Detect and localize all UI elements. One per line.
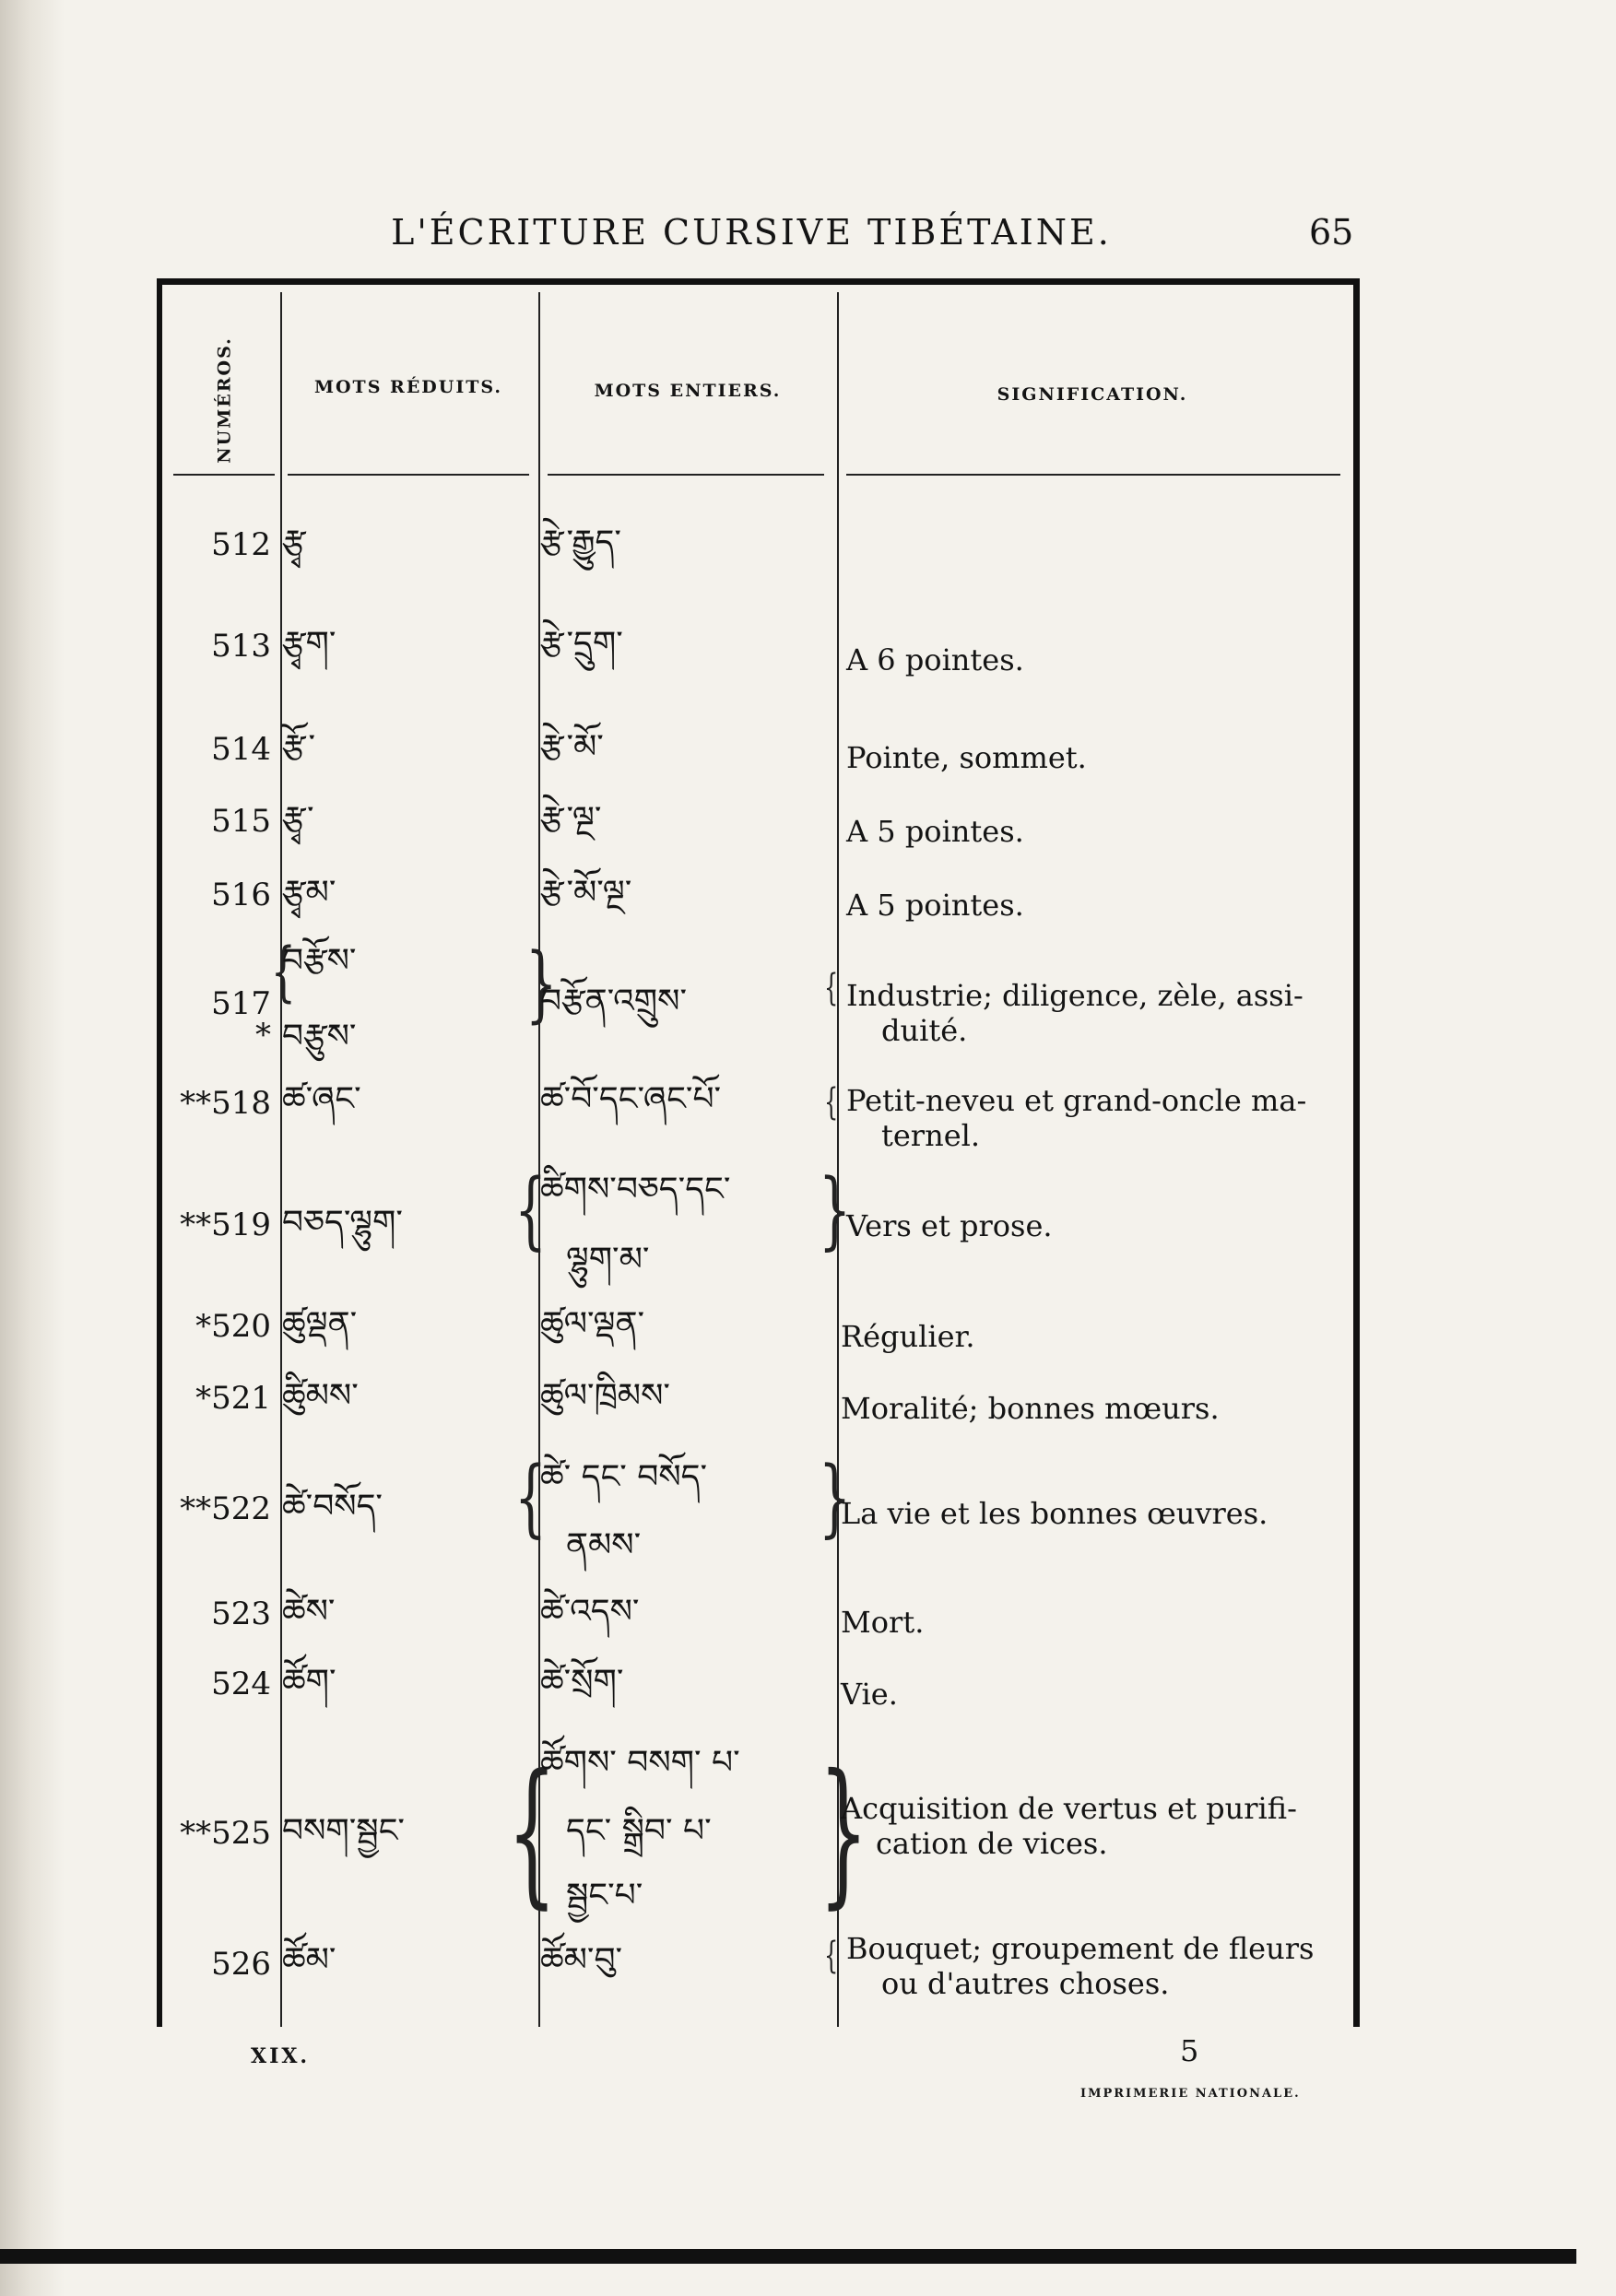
reduced-word: རྩོ་ <box>282 728 316 766</box>
meaning: Pointe, sommet. <box>846 740 1087 775</box>
entry-number: **519 <box>180 1207 271 1243</box>
full-word: ཚེ་ དང་ བསོད་ <box>540 1458 708 1496</box>
entry-number: 512 <box>211 526 271 563</box>
right-brace: } <box>819 1160 852 1259</box>
header-rule <box>548 474 824 476</box>
column-header-mots-reduits: MOTS RÉDUITS. <box>313 377 503 397</box>
column-header-signification: SIGNIFICATION. <box>997 384 1188 405</box>
left-brace: { <box>507 1741 558 1924</box>
meaning: Acquisition de vertus et purifi- cation de vices. <box>841 1791 1297 1861</box>
entry-number: 513 <box>211 628 271 665</box>
header-rule <box>173 474 275 476</box>
full-word: རྩེ་ལྔ་ <box>540 800 602 838</box>
meaning: Mort. <box>841 1605 925 1640</box>
running-title: L'ÉCRITURE CURSIVE TIBÉTAINE. <box>391 212 1112 253</box>
header-rule <box>846 474 1340 476</box>
entry-number: 515 <box>211 803 271 840</box>
full-word: ཚོགས་ བསག་ པ་ <box>540 1744 740 1782</box>
meaning: Régulier. <box>841 1319 975 1354</box>
full-word: རྩེ་མོ་ལྔ་ <box>540 874 632 912</box>
bottom-rule <box>0 2249 1576 2264</box>
full-word: ཚ་བོ་དང་ཞང་པོ་ <box>540 1080 722 1118</box>
meaning: Vie. <box>841 1677 898 1712</box>
meaning: Moralité; bonnes mœurs. <box>841 1391 1220 1426</box>
signature-mark: XIX. <box>251 2044 311 2068</box>
left-brace: { <box>271 934 296 1009</box>
meaning: A 5 pointes. <box>846 888 1024 923</box>
printer-imprint: IMPRIMERIE NATIONALE. <box>1080 2087 1301 2101</box>
entry-number: *520 <box>195 1308 271 1345</box>
entry-number: 517 <box>211 985 271 1022</box>
meaning: Petit-neveu et grand-oncle ma- ternel. <box>846 1083 1307 1153</box>
reduced-word: རྩྭ <box>282 524 306 561</box>
header-rule <box>288 474 529 476</box>
column-header-numeros: NUMÉROS. <box>215 336 236 464</box>
reduced-word: ཚ་ཞང་ <box>282 1080 361 1118</box>
entry-number: 524 <box>211 1666 271 1702</box>
reduced-word: བརྩོས་ <box>282 942 357 980</box>
full-word: ཚུལ་ལྡན་ <box>540 1305 645 1343</box>
left-brace: { <box>514 1160 548 1259</box>
reduced-word: ཚེ་བསོད་ <box>282 1488 383 1525</box>
right-brace: } <box>819 1741 869 1924</box>
full-word: རྩེ་མོ་ <box>540 728 604 766</box>
column-header-mots-entiers: MOTS ENTIERS. <box>594 381 782 401</box>
entry-number: 514 <box>211 731 271 768</box>
reduced-word: ཚོག་ <box>282 1663 336 1701</box>
entry-number: **525 <box>180 1815 271 1852</box>
page-edge-shadow <box>0 0 65 2296</box>
reduced-word: བཅད་ལྷུག་ <box>282 1204 403 1242</box>
entry-number: 523 <box>211 1595 271 1632</box>
reduced-word-variant: བརྩུས་ <box>282 1018 357 1055</box>
meaning: Vers et prose. <box>846 1208 1053 1243</box>
reduced-word: རྩྭམ་ <box>282 874 336 912</box>
meaning: Bouquet; groupement de fleurs ou d'autres choses. <box>846 1931 1315 2001</box>
left-brace: { <box>824 967 839 1009</box>
entry-number: **522 <box>180 1490 271 1527</box>
entry-variant-mark: * <box>255 1017 271 1054</box>
reduced-word: བསག་སྦྱང་ <box>282 1812 405 1850</box>
meaning: Industrie; diligence, zèle, assi- duité. <box>846 978 1303 1048</box>
left-brace: { <box>514 1448 548 1547</box>
full-word: རྩེ་དྲུག་ <box>540 625 623 663</box>
full-word: ཚེ་འདས་ <box>540 1593 640 1631</box>
left-brace: { <box>824 1081 839 1124</box>
reduced-word: ཚིུམས་ <box>282 1377 359 1415</box>
reduced-word: རྩྭ་ <box>282 800 314 838</box>
entry-number: 526 <box>211 1946 271 1983</box>
left-brace: { <box>824 1935 839 1977</box>
full-word-continued: ལྷུག་མ་ <box>566 1241 650 1278</box>
reduced-word: རྩྭག་ <box>282 625 336 663</box>
full-word: ཚོམ་བུ་ <box>540 1941 623 1979</box>
entry-number: *521 <box>195 1380 271 1417</box>
meaning: La vie et les bonnes œuvres. <box>841 1496 1268 1531</box>
reduced-word: ཚོམ་ <box>282 1941 336 1979</box>
entry-number: **518 <box>180 1085 271 1122</box>
reduced-word: ཚུལྡན་ <box>282 1305 358 1343</box>
sheet-number: 5 <box>1180 2033 1199 2068</box>
meaning: A 5 pointes. <box>846 814 1024 849</box>
vocabulary-table <box>157 278 1360 2027</box>
right-brace: } <box>819 1448 852 1547</box>
full-word-continued: དང་ སྒྲིབ་ པ་ <box>566 1812 712 1850</box>
reduced-word: ཚེས་ <box>282 1593 336 1631</box>
full-word: རྩེ་རྒྱུད་ <box>540 524 621 561</box>
page-number: 65 <box>1309 212 1354 253</box>
full-word: ཚུལ་ཁྲིམས་ <box>540 1377 670 1415</box>
meaning: A 6 pointes. <box>846 642 1024 677</box>
full-word: བརྩོན་འགྲུས་ <box>540 983 688 1020</box>
full-word: ཚིགས་བཅད་དང་ <box>540 1171 731 1208</box>
entry-number: 516 <box>211 877 271 913</box>
full-word: ཚེ་སྲོག་ <box>540 1663 624 1701</box>
right-brace: } <box>525 936 558 1032</box>
full-word-continued: སྦྱང་པ་ <box>566 1877 643 1914</box>
full-word-continued: ནམས་ <box>566 1526 642 1564</box>
